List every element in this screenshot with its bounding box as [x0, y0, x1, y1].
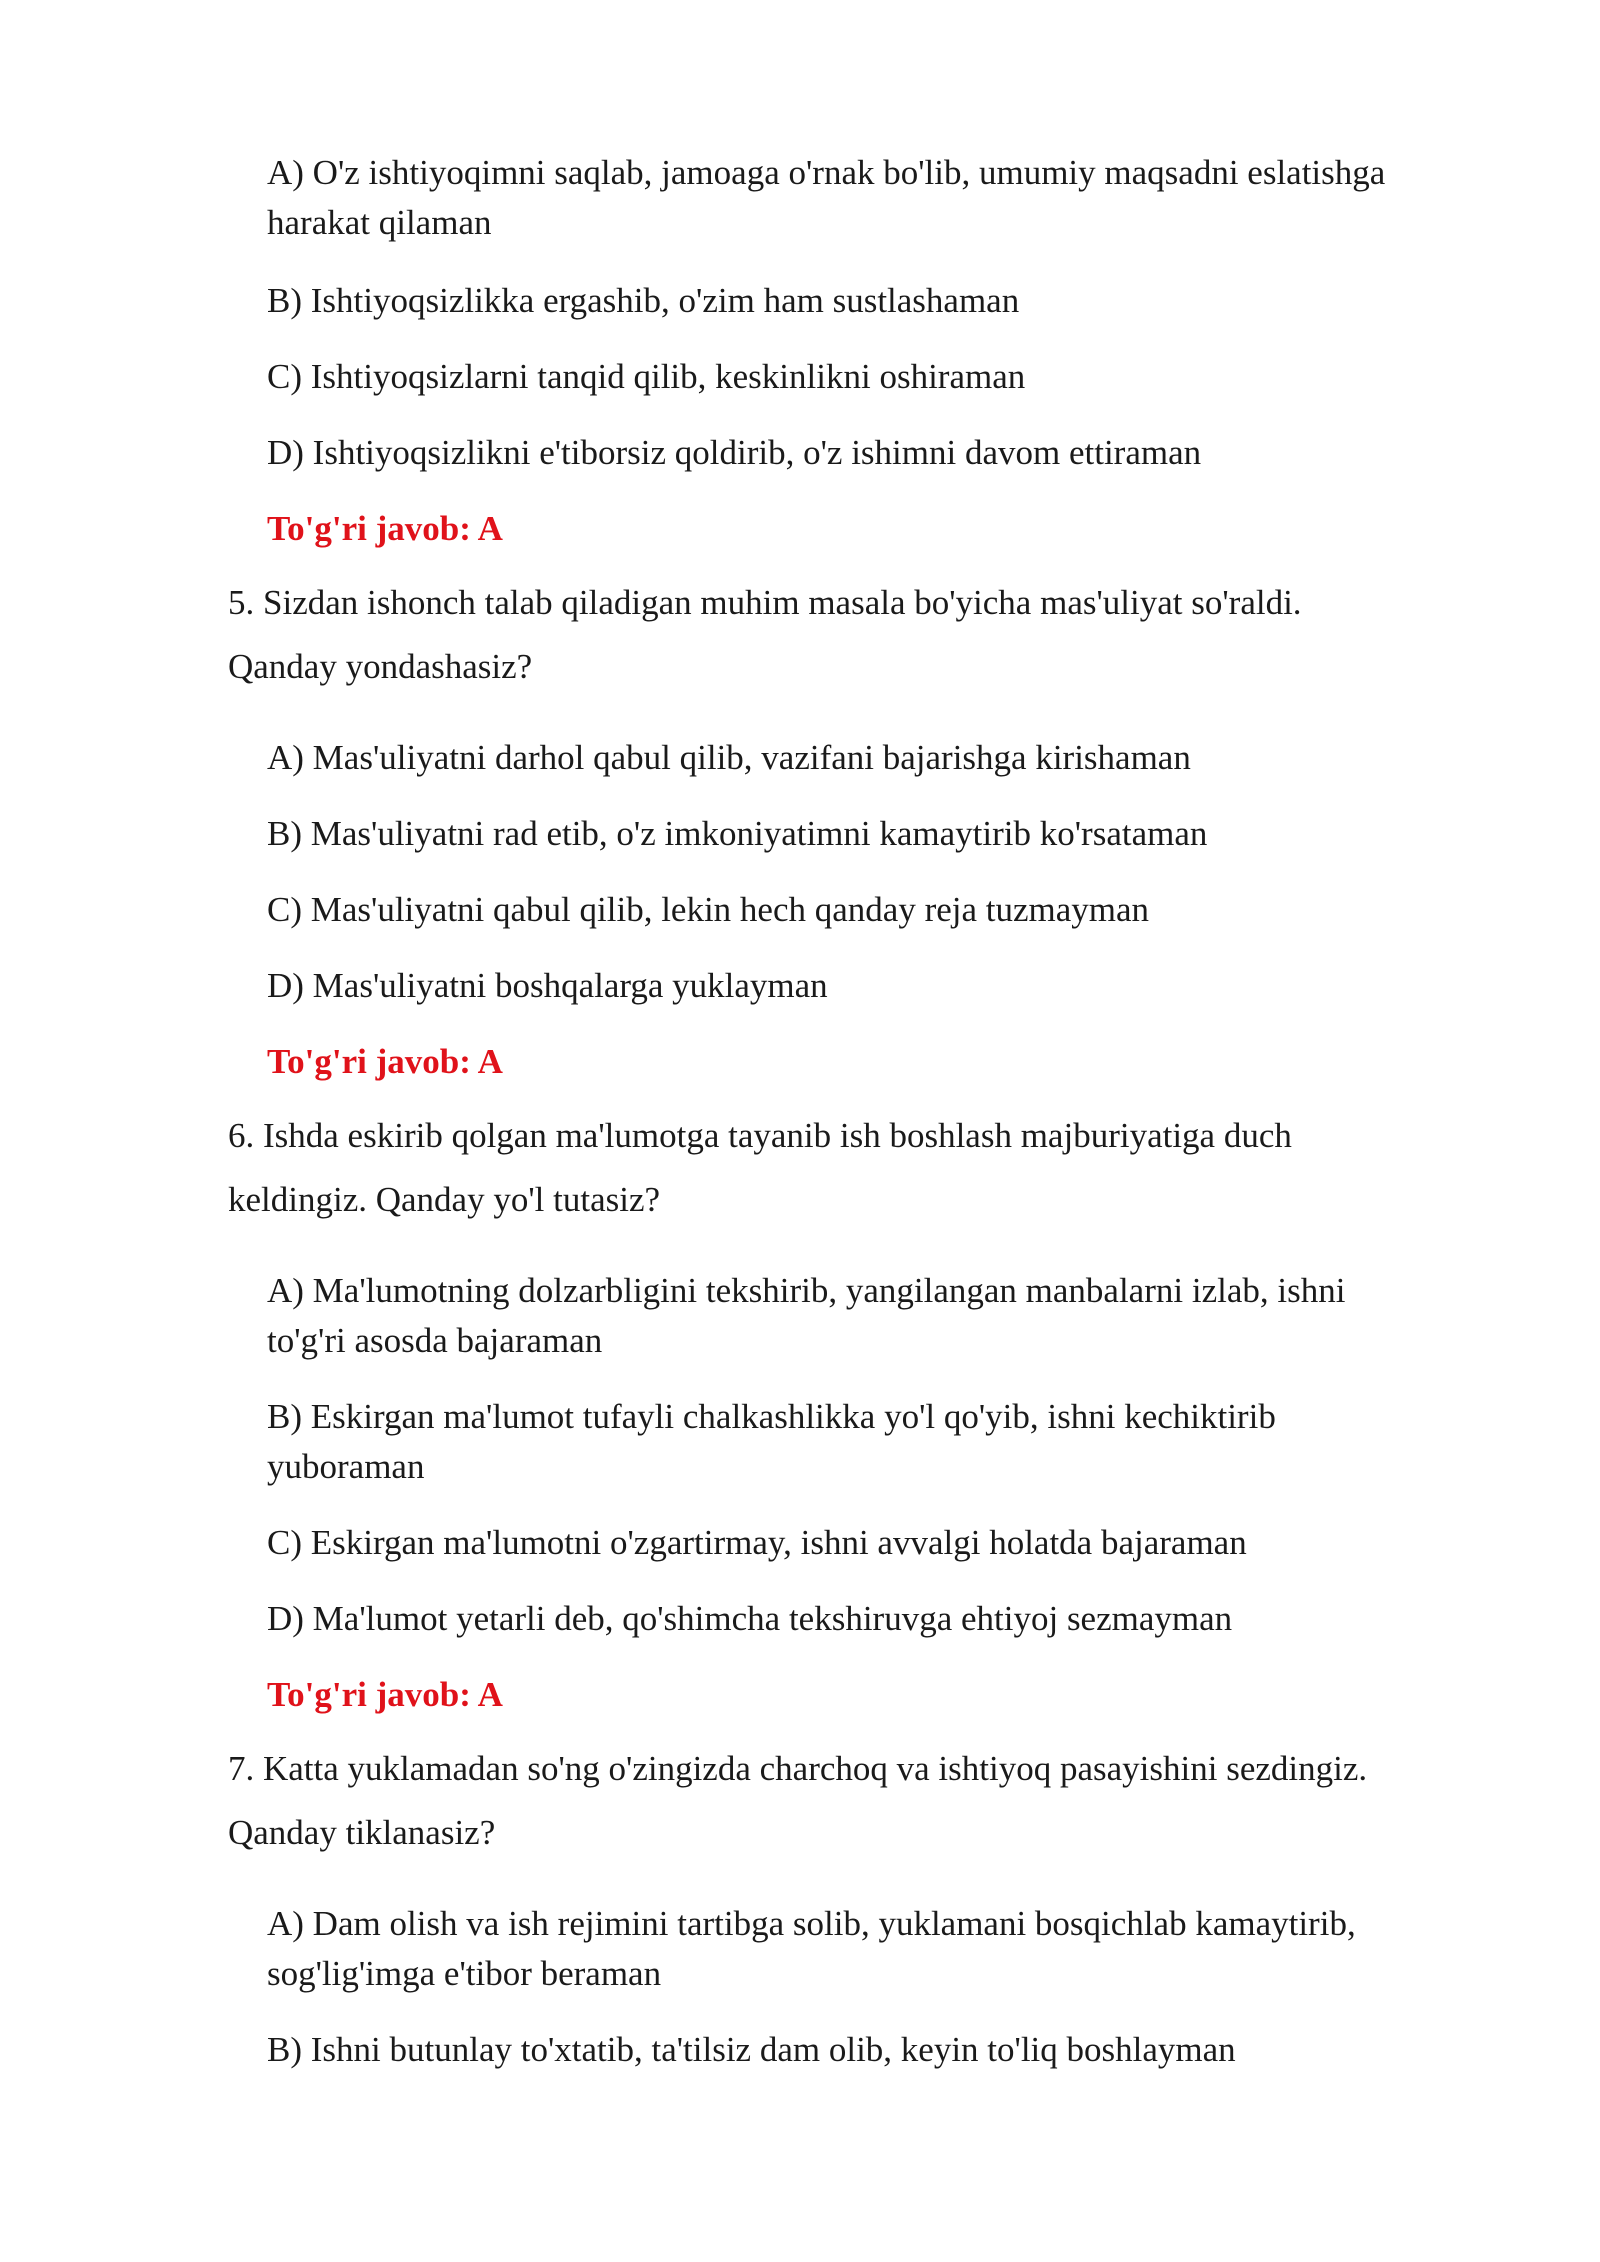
q4-option-d: D) Ishtiyoqsizlikni e'tiborsiz qoldirib, o'z ishimni davom ettiraman	[267, 433, 1202, 472]
q6-option-b-line2: yuboraman	[267, 1447, 425, 1486]
q6-option-b-line1: B) Eskirgan ma'lumot tufayli chalkashlikka yo'l qo'yib, ishni kechiktirib	[267, 1397, 1276, 1436]
q7-option-a	[267, 1899, 1356, 1999]
q6-option-a-line2: to'g'ri asosda bajaraman	[267, 1321, 603, 1360]
q4-option-a-line1: A) O'z ishtiyoqimni saqlab, jamoaga o'rnak bo'lib, umumiy maqsadni eslatishga	[267, 153, 1386, 192]
q5-option-b: B) Mas'uliyatni rad etib, o'z imkoniyatimni kamaytirib ko'rsataman	[267, 814, 1208, 853]
q5-option-c: C) Mas'uliyatni qabul qilib, lekin hech qanday reja tuzmayman	[267, 890, 1150, 929]
q5-question-line1: 5. Sizdan ishonch talab qiladigan muhim masala bo'yicha mas'uliyat so'raldi.	[228, 583, 1302, 622]
q7-option-b: B) Ishni butunlay to'xtatib, ta'tilsiz dam olib, keyin to'liq boshlayman	[267, 2030, 1236, 2069]
q6-question	[228, 1104, 1292, 1232]
q5-correct-answer: To'g'ri javob: A	[267, 1042, 503, 1081]
q7-question-line1: 7. Katta yuklamadan so'ng o'zingizda charchoq va ishtiyoq pasayishini sezdingiz.	[228, 1749, 1368, 1788]
q6-option-d: D) Ma'lumot yetarli deb, qo'shimcha tekshiruvga ehtiyoj sezmayman	[267, 1599, 1233, 1638]
q7-option-a-line2: sog'lig'imga e'tibor beraman	[267, 1954, 662, 1993]
q5-option-a: A) Mas'uliyatni darhol qabul qilib, vazifani bajarishga kirishaman	[267, 738, 1191, 777]
q7-question-line2: Qanday tiklanasiz?	[228, 1813, 496, 1852]
q6-question-line1: 6. Ishda eskirib qolgan ma'lumotga tayanib ish boshlash majburiyatiga duch	[228, 1116, 1292, 1155]
q4-option-c: C) Ishtiyoqsizlarni tanqid qilib, keskinlikni oshiraman	[267, 357, 1026, 396]
q4-option-a	[267, 148, 1385, 248]
q6-question-line2: keldingiz. Qanday yo'l tutasiz?	[228, 1180, 661, 1219]
q7-question	[228, 1737, 1367, 1865]
q4-correct-answer: To'g'ri javob: A	[267, 509, 503, 548]
q4-option-b: B) Ishtiyoqsizlikka ergashib, o'zim ham sustlashaman	[267, 281, 1020, 320]
q6-option-a	[267, 1266, 1345, 1366]
q6-option-b	[267, 1392, 1276, 1492]
q7-option-a-line1: A) Dam olish va ish rejimini tartibga solib, yuklamani bosqichlab kamaytirib,	[267, 1904, 1356, 1943]
q6-correct-answer: To'g'ri javob: A	[267, 1675, 503, 1714]
q5-question-line2: Qanday yondashasiz?	[228, 647, 533, 686]
q6-option-c: C) Eskirgan ma'lumotni o'zgartirmay, ishni avvalgi holatda bajaraman	[267, 1523, 1247, 1562]
q6-option-a-line1: A) Ma'lumotning dolzarbligini tekshirib, yangilangan manbalarni izlab, ishni	[267, 1271, 1346, 1310]
q5-option-d: D) Mas'uliyatni boshqalarga yuklayman	[267, 966, 828, 1005]
q4-option-a-line2: harakat qilaman	[267, 203, 492, 242]
q5-question	[228, 571, 1302, 699]
